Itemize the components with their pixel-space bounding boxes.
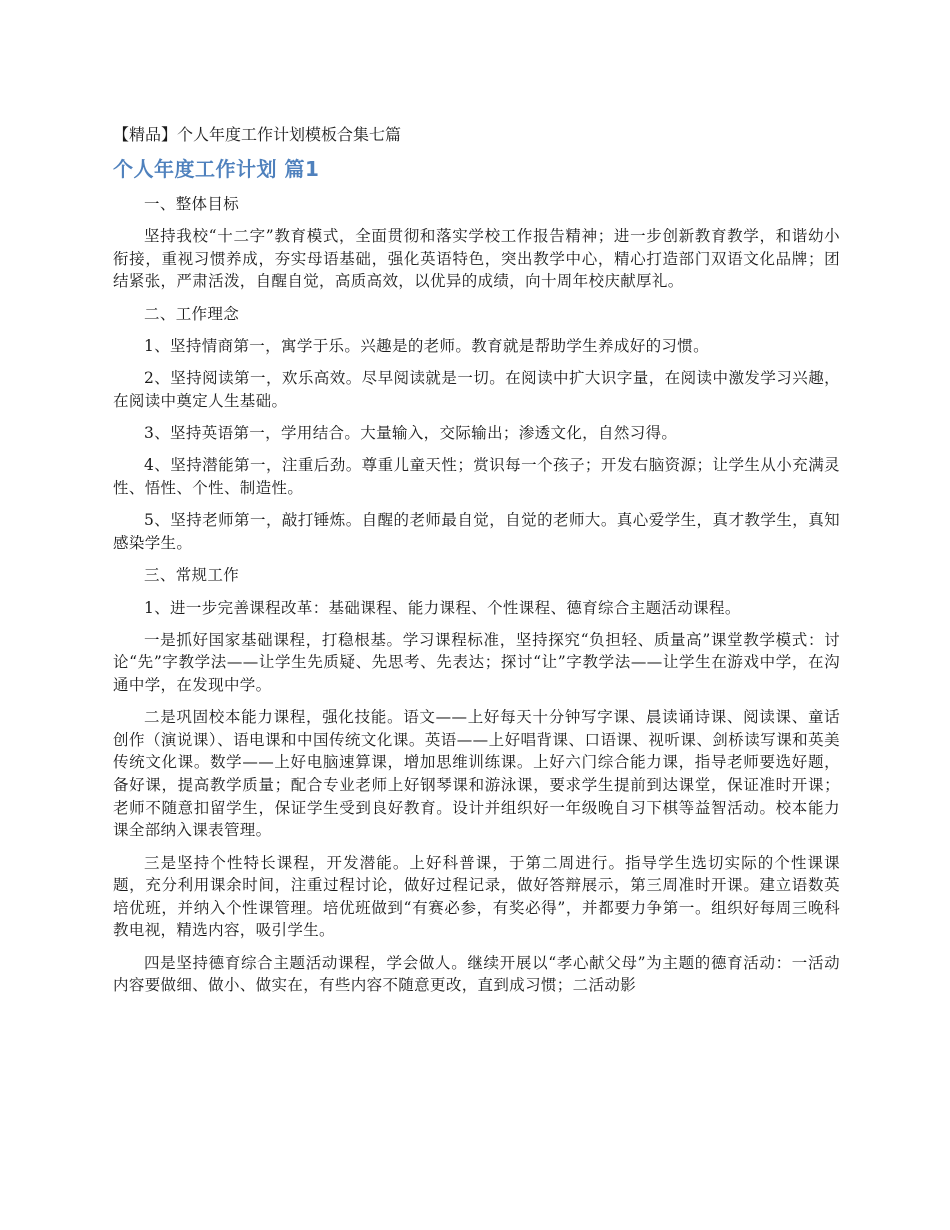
philosophy-item-4: 4、坚持潜能第一，注重后劲。尊重儿童天性；赏识每一个孩子；开发右脑资源；让学生从小充满灵性、悟性、个性、制造性。 — [113, 456, 840, 498]
philosophy-item-5: 5、坚持老师第一，敲打锤炼。自醒的老师最自觉，自觉的老师大。真心爱学生，真才教学生，真知感染学生。 — [113, 511, 840, 552]
routine-paragraph-basic-courses: 一是抓好国家基础课程，打稳根基。学习课程标准，坚持探究“负担轻、质量高”课堂教学模式：讨论“先”字教学法——让学生先质疑、先思考、先表达；探讨“让”字教学法——让学生在游戏中学，在沟通中学，在发现中学。 — [113, 630, 840, 694]
philosophy-item-1: 1、坚持情商第一，寓学于乐。兴趣是的老师。教育就是帮助学生养成好的习惯。 — [144, 337, 709, 356]
philosophy-item-2: 2、坚持阅读第一，欢乐高效。尽早阅读就是一切。在阅读中扩大识字量，在阅读中激发学习兴趣，在阅读中奠定人生基础。 — [113, 369, 840, 410]
heading-routine-work: 三、常规工作 — [144, 566, 240, 585]
paragraph-overall-goal: 坚持我校“十二字”教育模式，全面贯彻和落实学校工作报告精神；进一步创新教育教学，和谐幼小衔接，重视习惯养成，夯实母语基础，强化英语特色，突出教学中心，精心打造部门双语文化品牌；团结紧张，严肃活泼，自醒自觉，高质高效，以优异的成绩，向十周年校庆献厚礼。 — [113, 227, 840, 291]
heading-overall-goal: 一、整体目标 — [144, 195, 240, 213]
routine-paragraph-moral-courses: 四是坚持德育综合主题活动课程，学会做人。继续开展以“孝心献父母”为主题的德育活动：一活动内容要做细、做小、做实在，有些内容不随意更改，直到成习惯；二活动影 — [113, 953, 840, 995]
philosophy-item-3: 3、坚持英语第一，学用结合。大量输入，交际输出；渗透文化，自然习得。 — [144, 424, 678, 443]
routine-item-1: 1、进一步完善课程改革：基础课程、能力课程、个性课程、德育综合主题活动课程。 — [144, 598, 741, 617]
routine-paragraph-personality-courses: 三是坚持个性特长课程，开发潜能。上好科普课，于第二周进行。指导学生选切实际的个性课课题，充分利用课余时间，注重过程讨论，做好过程记录，做好答辩展示，第三周准时开课。建立语数英培优班，并纳入个性课管理。培优班做到“有赛必参，有奖必得”，并都要力争第一。组织好每周三晚科教电视，精选内容，吸引学生。 — [113, 853, 840, 940]
document-title: 【精品】个人年度工作计划模板合集七篇 — [113, 125, 402, 144]
section-heading: 个人年度工作计划 篇1 — [113, 157, 320, 181]
routine-paragraph-ability-courses: 二是巩固校本能力课程，强化技能。语文——上好每天十分钟写字课、晨读诵诗课、阅读课、童话创作（演说课）、语电课和中国传统文化课。英语——上好唱背课、口语课、视听课、剑桥读写课和英美传统文化课。数学——上好电脑速算课，增加思维训练课。上好六门综合能力课，指导老师要选好题，备好课，提高教学质量；配合专业老师上好钢琴课和游泳课，要求学生提前到达课堂，保证准时开课；老师不随意扣留学生，保证学生受到良好教育。设计并组织好一年级晚自习下棋等益智活动。校本能力课全部纳入课表管理。 — [113, 708, 840, 840]
document-page — [113, 122, 840, 1006]
heading-work-philosophy: 二、工作理念 — [144, 304, 240, 323]
